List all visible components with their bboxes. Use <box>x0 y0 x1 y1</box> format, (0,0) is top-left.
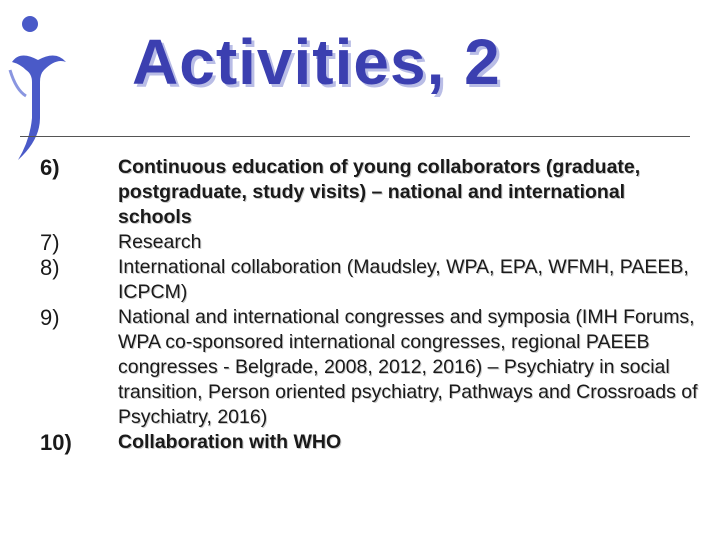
item-text: National and international congresses and symposia (IMH Forums, WPA co-sponsored international congresses, regional PAEEB congresses - Belgrade, 2008, 2012, 2016) – Psychiatry in social transition, Person oriented psychiatry, Pathways and Crossroads of Psychiatry, 2016) <box>118 306 698 428</box>
item-text: Research <box>118 231 202 253</box>
slide-title: Activities, 2 <box>132 26 501 98</box>
item-number: 9) <box>40 305 60 330</box>
list-item <box>40 230 700 255</box>
item-text: Continuous education of young collaborators (graduate, postgraduate, study visits) – national and international schools <box>118 156 641 228</box>
item-number: 6) <box>40 155 60 180</box>
item-number: 10) <box>40 430 72 455</box>
list-item <box>40 155 700 230</box>
list-item <box>40 255 700 305</box>
item-number: 7) <box>40 230 60 255</box>
list-item <box>40 305 700 430</box>
activities-list <box>40 155 700 455</box>
item-text: International collaboration (Maudsley, WPA, EPA, WFMH, PAEEB, ICPCM) <box>118 256 689 303</box>
list-item <box>40 430 700 455</box>
title-divider <box>20 136 690 137</box>
logo-icon <box>0 0 80 170</box>
item-number: 8) <box>40 255 60 280</box>
item-text: Collaboration with WHO <box>118 431 342 453</box>
